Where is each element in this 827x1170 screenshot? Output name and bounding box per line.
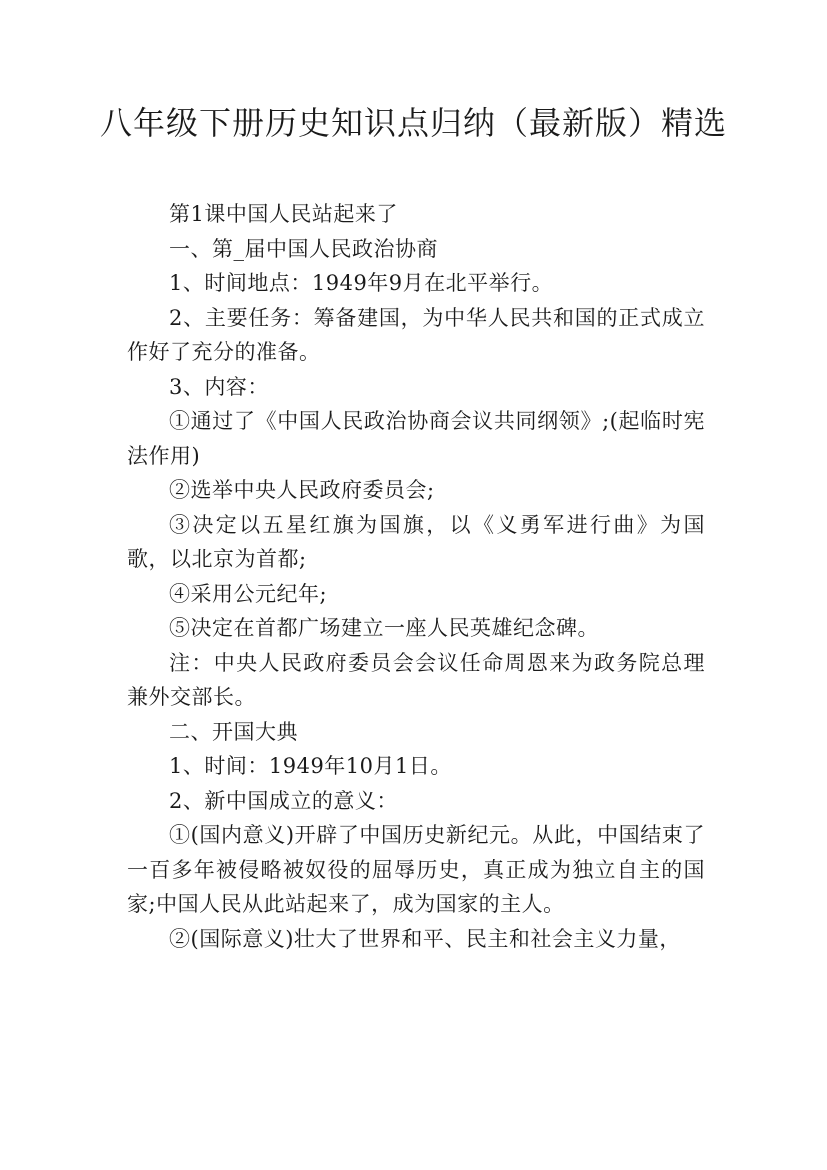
paragraph-content-item-1: ①通过了《中国人民政治协商会议共同纲领》;(起临时宪法作用)	[127, 409, 705, 468]
document-body	[127, 197, 705, 956]
paragraph-content-heading: 3、内容：	[169, 374, 269, 399]
paragraph-section-two-heading: 二、开国大典	[169, 719, 298, 744]
paragraph-domestic-significance: ①(国内意义)开辟了中国历史新纪元。从此，中国结束了一百多年被侵略被奴役的屈辱历史，真正成为独立自主的国家;中国人民从此站起来了，成为国家的主人。	[127, 823, 705, 916]
paragraph-ceremony-time: 1、时间：1949年10月1日。	[169, 754, 452, 778]
paragraph-note: 注：中央人民政府委员会会议任命周恩来为政务院总理兼外交部长。	[127, 650, 705, 709]
paragraph-international-significance: ②(国际意义)壮大了世界和平、民主和社会主义力量，	[169, 926, 681, 951]
paragraph-content-item-3: ③决定以五星红旗为国旗，以《义勇军进行曲》为国歌，以北京为首都;	[127, 512, 705, 571]
paragraph-content-item-2: ②选举中央人民政府委员会;	[169, 478, 435, 502]
paragraph-main-task: 2、主要任务：筹备建国，为中华人民共和国的正式成立作好了充分的准备。	[127, 305, 705, 364]
paragraph-section-one-heading: 一、第_届中国人民政治协商	[169, 236, 438, 261]
paragraph-lesson-title: 第1课中国人民站起来了	[169, 202, 398, 226]
paragraph-time-place: 1、时间地点：1949年9月在北平举行。	[169, 271, 554, 295]
paragraph-significance-heading: 2、新中国成立的意义：	[169, 788, 398, 813]
paragraph-content-item-4: ④采用公元纪年;	[169, 581, 328, 606]
document-title: 八年级下册历史知识点归纳（最新版）精选	[99, 104, 727, 142]
paragraph-content-item-5: ⑤决定在首都广场建立一座人民英雄纪念碑。	[169, 616, 599, 640]
